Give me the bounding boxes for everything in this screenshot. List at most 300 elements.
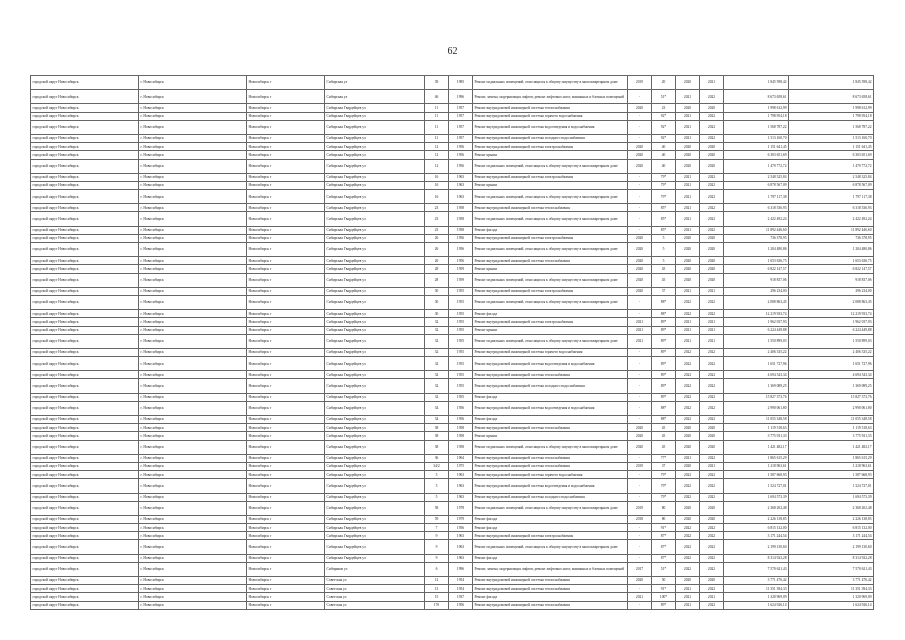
cell-cost-total: 1 204 480,86 [789,243,874,257]
cell-end-year: 2022 [700,471,724,479]
cell-survey-year: 2019 [628,462,652,470]
cell-start-year: 2022 [676,493,700,501]
cell-city: Новосибирск г [247,585,325,593]
table-row [31,112,874,120]
table-row [31,601,874,609]
cell-start-year: 2020 [676,159,700,173]
cell-cost: 296 234,00 [724,287,789,295]
cell-end-year: 2020 [700,159,724,173]
cell-okrug: городской округ Новосибирск [31,524,139,532]
cell-work-type: Ремонт подвальных помещений, относящихся к общему имуществу в многоквартирном доме [473,540,628,554]
cell-street: Сибирская Гвардейцев ул [325,471,425,479]
cell-cost: 1 421 482,17 [724,440,789,454]
cell-city: Новосибирск г [247,524,325,532]
cell-start-year: 2020 [676,577,700,585]
cell-build-year: 1955 [449,348,473,356]
cell-house: 26 [425,257,449,265]
cell-cost-total: 6 878 567,09 [789,181,874,189]
cell-house: 12 [425,151,449,159]
cell-street: Сибирская Гвардейцев ул [325,212,425,226]
cell-build-year: 1956 [449,524,473,532]
cell-street: Сибиряков ул [325,562,425,576]
cell-house: 30 [425,310,449,318]
cell-settlement: г. Новосибирск [139,173,247,181]
cell-okrug: городской округ Новосибирск [31,471,139,479]
cell-cost: 8 314 922,28 [724,554,789,562]
table-row [31,295,874,309]
cell-street: Сибирская Гвардейцев ул [325,151,425,159]
cell-work-type: Ремонт внутридомовой инженерной системы холодного водоснабжения [473,134,628,142]
cell-work-type: Ремонт фасада [473,393,628,401]
cell-okrug: городской округ Новосибирск [31,265,139,273]
cell-street: Советская ул [325,577,425,585]
cell-wear: 5 [652,257,676,265]
cell-survey-year: 2017 [628,562,652,576]
cell-build-year: 1958 [449,226,473,234]
cell-house: 32 [425,379,449,393]
cell-city: Новосибирск г [247,90,325,104]
cell-build-year: 1958 [449,432,473,440]
cell-start-year: 2020 [676,440,700,454]
cell-cost: 6 318 536,93 [724,204,789,212]
cell-street: Сибирская Гвардейцев ул [325,181,425,189]
cell-settlement: г. Новосибирск [139,234,247,242]
cell-start-year: 2021 [676,181,700,189]
cell-okrug: городской округ Новосибирск [31,134,139,142]
cell-work-type: Ремонт подвальных помещений, относящихся к общему имуществу в многоквартирном доме [473,440,628,454]
cell-cost-total: 6 303 651,69 [789,151,874,159]
cell-work-type: Ремонт внутридомовой инженерной системы холодного водоснабжения [473,379,628,393]
cell-okrug: городской округ Новосибирск [31,357,139,371]
cell-start-year: 2021 [676,190,700,204]
cell-street: Сибирская ул [325,76,425,90]
cell-cost-total: 1 962 037,93 [789,318,874,326]
cell-city: Новосибирск г [247,416,325,424]
cell-survey-year: 2019 [628,76,652,90]
cell-house: 5 [425,479,449,493]
cell-settlement: г. Новосибирск [139,76,247,90]
cell-okrug: городской округ Новосибирск [31,112,139,120]
cell-wear: 79* [652,479,676,493]
cell-cost: 1 218 963,61 [724,462,789,470]
cell-settlement: г. Новосибирск [139,532,247,540]
cell-survey-year: - [628,471,652,479]
cell-street: Сибирская Гвардейцев ул [325,424,425,432]
cell-build-year: 1955 [449,295,473,309]
cell-build-year: 1963 [449,493,473,501]
cell-wear: 89* [652,393,676,401]
cell-cost-total: 1 998 612,99 [789,104,874,112]
cell-wear: 87* [652,540,676,554]
cell-wear: 89* [652,601,676,609]
cell-okrug: городской округ Новосибирск [31,334,139,348]
table-row [31,76,874,90]
table-row [31,234,874,242]
cell-end-year: 2022 [700,401,724,415]
cell-cost: 1 151 641,45 [724,143,789,151]
cell-end-year: 2020 [700,273,724,287]
cell-wear: 88* [652,401,676,415]
cell-cost: 1 320 969,09 [724,593,789,601]
cell-house: 32 [425,357,449,371]
cell-cost-total: 6 318 536,93 [789,204,874,212]
cell-survey-year: 2020 [628,104,652,112]
cell-end-year: 2022 [700,212,724,226]
cell-city: Новосибирск г [247,112,325,120]
cell-cost-total: 2 226 138,85 [789,515,874,523]
cell-settlement: г. Новосибирск [139,326,247,334]
cell-street: Сибирская Гвардейцев ул [325,257,425,265]
cell-end-year: 2022 [700,90,724,104]
cell-street: Сибирская Гвардейцев ул [325,432,425,440]
cell-cost: 1 568 787,22 [724,120,789,134]
cell-work-type: Ремонт внутридомовой инженерной системы электроснабжения [473,318,628,326]
cell-start-year: 2020 [676,265,700,273]
cell-wear: 85* [652,204,676,212]
cell-okrug: городской округ Новосибирск [31,393,139,401]
cell-city: Новосибирск г [247,348,325,356]
cell-street: Сибирская Гвардейцев ул [325,454,425,462]
cell-house: 32 [425,348,449,356]
cell-start-year: 2020 [676,501,700,515]
cell-street: Сибирская Гвардейцев ул [325,357,425,371]
cell-cost: 2 406 335,22 [724,348,789,356]
cell-wear: 100* [652,593,676,601]
cell-okrug: городской округ Новосибирск [31,562,139,576]
cell-work-type: Ремонт подвальных помещений, относящихся к общему имуществу в многоквартирном доме [473,212,628,226]
cell-start-year: 2022 [676,554,700,562]
cell-survey-year: - [628,585,652,593]
cell-start-year: 2021 [676,90,700,104]
cell-house: 12 [425,159,449,173]
cell-start-year: 2021 [676,212,700,226]
cell-survey-year: - [628,226,652,234]
table-row [31,501,874,515]
cell-cost-total: 3 171 244,54 [789,532,874,540]
cell-wear: 88* [652,295,676,309]
cell-settlement: г. Новосибирск [139,379,247,393]
cell-cost-total: 1 798 954,18 [789,112,874,120]
cell-work-type: Ремонт внутридомовой инженерной системы теплоснабжения [473,585,628,593]
cell-street: Сибирская Гвардейцев ул [325,134,425,142]
page-number: 62 [447,46,458,57]
cell-work-type: Ремонт подвальных помещений, относящихся к общему имуществу в многоквартирном доме [473,190,628,204]
cell-cost: 11 055 348,58 [724,416,789,424]
cell-end-year: 2021 [700,334,724,348]
cell-cost-total: 11 055 348,58 [789,416,874,424]
cell-cost-total: 2 990 061,80 [789,401,874,415]
cell-cost: 1 587 668,93 [724,471,789,479]
cell-house: 32 [425,318,449,326]
cell-house: 16 [425,190,449,204]
cell-cost-total: 3 775 931,33 [789,432,874,440]
cell-wear: 85* [652,212,676,226]
cell-street: Сибирская Гвардейцев ул [325,334,425,348]
cell-end-year: 2022 [700,493,724,501]
cell-house: 15 [425,593,449,601]
cell-cost-total: 6 815 132,00 [789,524,874,532]
cell-work-type: Ремонт внутридомовой инженерной системы электроснабжения [473,234,628,242]
cell-settlement: г. Новосибирск [139,310,247,318]
table-row [31,532,874,540]
cell-house: 12 [425,143,449,151]
table-row [31,310,874,318]
table-row [31,577,874,585]
cell-build-year: 1978 [449,501,473,515]
cell-survey-year: - [628,120,652,134]
cell-city: Новосибирск г [247,454,325,462]
cell-city: Новосибирск г [247,151,325,159]
cell-work-type: Ремонт фасада [473,416,628,424]
table-row [31,416,874,424]
cell-start-year: 2021 [676,173,700,181]
cell-street: Сибирская Гвардейцев ул [325,393,425,401]
cell-okrug: городской округ Новосибирск [31,348,139,356]
cell-street: Сибирская Гвардейцев ул [325,462,425,470]
cell-settlement: г. Новосибирск [139,454,247,462]
cell-street: Сибирская Гвардейцев ул [325,159,425,173]
cell-cost-total: 1 797 117,38 [789,190,874,204]
cell-survey-year: - [628,601,652,609]
cell-street: Сибирская Гвардейцев ул [325,310,425,318]
cell-house: 16 [425,173,449,181]
cell-city: Новосибирск г [247,577,325,585]
cell-city: Новосибирск г [247,462,325,470]
cell-house: 59 [425,515,449,523]
cell-house: 23 [425,212,449,226]
cell-cost: 15 827 373,76 [724,393,789,401]
cell-end-year: 2022 [700,204,724,212]
cell-start-year: 2020 [676,273,700,287]
cell-wear: 89* [652,334,676,348]
cell-cost-total: 1 524 727,01 [789,479,874,493]
cell-cost-total: 1 421 482,17 [789,440,874,454]
cell-build-year: 1956 [449,601,473,609]
table-row [31,257,874,265]
cell-start-year: 2022 [676,379,700,393]
cell-start-year: 2022 [676,371,700,379]
cell-street: Сибирская Гвардейцев ул [325,524,425,532]
table-row [31,104,874,112]
cell-okrug: городской округ Новосибирск [31,243,139,257]
cell-survey-year: 2020 [628,577,652,585]
cell-survey-year: 2020 [628,159,652,173]
cell-house: 34 [425,401,449,415]
cell-start-year: 2022 [676,524,700,532]
cell-city: Новосибирск г [247,257,325,265]
cell-cost-total: 1 151 641,45 [789,143,874,151]
cell-survey-year: - [628,416,652,424]
cell-build-year: 1963 [449,471,473,479]
cell-okrug: городской округ Новосибирск [31,76,139,90]
cell-work-type: Ремонт фасада [473,554,628,562]
cell-settlement: г. Новосибирск [139,334,247,348]
cell-house: 58 [425,501,449,515]
cell-settlement: г. Новосибирск [139,554,247,562]
cell-work-type: Ремонт фасада [473,593,628,601]
cell-okrug: городской округ Новосибирск [31,454,139,462]
table-row [31,432,874,440]
cell-house: 11 [425,112,449,120]
cell-start-year: 2022 [676,393,700,401]
cell-house: 23 [425,226,449,234]
cell-end-year: 2021 [700,287,724,295]
cell-okrug: городской округ Новосибирск [31,173,139,181]
cell-cost-total: 1 119 518,63 [789,424,874,432]
cell-end-year: 2021 [700,318,724,326]
cell-work-type: Ремонт фасада [473,515,628,523]
cell-start-year: 2022 [676,562,700,576]
cell-cost: 1 524 727,01 [724,479,789,493]
cell-survey-year: - [628,112,652,120]
cell-work-type: Ремонт внутридомовой инженерной системы горячего водоснабжения [473,348,628,356]
cell-work-type: Ремонт фасада [473,524,628,532]
cell-okrug: городской округ Новосибирск [31,310,139,318]
cell-work-type: Ремонт внутридомовой инженерной системы теплоснабжения [473,577,628,585]
cell-build-year: 1956 [449,151,473,159]
cell-settlement: г. Новосибирск [139,524,247,532]
cell-work-type: Ремонт внутридомовой инженерной системы холодного водоснабжения [473,493,628,501]
cell-cost-total: 2 422 492,24 [789,212,874,226]
cell-build-year: 1957 [449,104,473,112]
cell-house: 5 [425,493,449,501]
cell-settlement: г. Новосибирск [139,243,247,257]
cell-survey-year: 2020 [628,424,652,432]
cell-survey-year: 2020 [628,143,652,151]
cell-start-year: 2020 [676,515,700,523]
cell-house: 38 [425,432,449,440]
cell-house: 46 [425,90,449,104]
cell-end-year: 2022 [700,371,724,379]
cell-end-year: 2020 [700,424,724,432]
cell-cost: 8 673 658,61 [724,90,789,104]
cell-cost-total: 2 199 130,60 [789,540,874,554]
cell-settlement: г. Новосибирск [139,143,247,151]
cell-build-year: 1957 [449,134,473,142]
cell-cost-total: 1 218 963,61 [789,462,874,470]
cell-okrug: городской округ Новосибирск [31,462,139,470]
cell-survey-year: - [628,524,652,532]
cell-street: Сибирская Гвардейцев ул [325,326,425,334]
cell-build-year: 1956 [449,257,473,265]
cell-end-year: 2020 [700,104,724,112]
cell-survey-year: - [628,371,652,379]
cell-cost-total: 1 651 727,96 [789,357,874,371]
cell-build-year: 1996 [449,90,473,104]
cell-end-year: 2020 [700,257,724,265]
cell-end-year: 2022 [700,134,724,142]
cell-street: Сибирская Гвардейцев ул [325,234,425,242]
cell-build-year: 1954 [449,577,473,585]
cell-cost-total: 2 088 863,45 [789,295,874,309]
cell-city: Новосибирск г [247,295,325,309]
cell-build-year: 1955 [449,379,473,393]
cell-work-type: Ремонт внутридомовой инженерной системы теплоснабжения [473,454,628,462]
cell-okrug: городской округ Новосибирск [31,190,139,204]
cell-settlement: г. Новосибирск [139,501,247,515]
cell-settlement: г. Новосибирск [139,479,247,493]
cell-wear: 89* [652,371,676,379]
table-row [31,540,874,554]
cell-house: 28 [425,265,449,273]
cell-city: Новосибирск г [247,479,325,493]
cell-survey-year: - [628,134,652,142]
cell-work-type: Ремонт внутридомовой инженерной системы водоотведения и водоснабжения [473,401,628,415]
cell-work-type: Ремонт внутридомовой инженерной системы водоотведения и водоснабжения [473,357,628,371]
cell-survey-year: - [628,212,652,226]
cell-okrug: городской округ Новосибирск [31,585,139,593]
cell-cost-total: 2 368 202,48 [789,501,874,515]
cell-start-year: 2022 [676,401,700,415]
cell-okrug: городской округ Новосибирск [31,90,139,104]
cell-wear: 45 [652,440,676,454]
table-row [31,90,874,104]
cell-house: 5 [425,471,449,479]
cell-okrug: городской округ Новосибирск [31,226,139,234]
cell-work-type: Ремонт внутридомовой инженерной системы теплоснабжения [473,371,628,379]
cell-start-year: 2021 [676,112,700,120]
cell-build-year: 1955 [449,371,473,379]
cell-survey-year: 2020 [628,287,652,295]
cell-house: 11 [425,120,449,134]
cell-build-year: 1958 [449,440,473,454]
cell-survey-year: 2021 [628,334,652,348]
cell-wear: 89* [652,318,676,326]
cell-house: 30 [425,287,449,295]
cell-survey-year: 2020 [628,257,652,265]
cell-street: Сибирская Гвардейцев ул [325,318,425,326]
cell-build-year: 1963 [449,540,473,554]
cell-build-year: 1975 [449,462,473,470]
cell-cost: 1 798 954,18 [724,112,789,120]
cell-end-year: 2020 [700,440,724,454]
cell-city: Новосибирск г [247,440,325,454]
cell-okrug: городской округ Новосибирск [31,593,139,601]
cell-build-year: 1979 [449,515,473,523]
cell-start-year: 2021 [676,134,700,142]
cell-wear: 91* [652,585,676,593]
table-row [31,326,874,334]
table-row [31,151,874,159]
cell-end-year: 2020 [700,234,724,242]
cell-cost: 3 771 476,42 [724,577,789,585]
cell-end-year: 2022 [700,181,724,189]
cell-cost-total: 15 827 373,76 [789,393,874,401]
cell-cost-total: 7 570 621,43 [789,562,874,576]
cell-okrug: городской округ Новосибирск [31,318,139,326]
table-row [31,454,874,462]
table-row [31,334,874,348]
cell-settlement: г. Новосибирск [139,577,247,585]
cell-house: 6 [425,562,449,576]
cell-cost-total: 6 822 147,57 [789,265,874,273]
cell-work-type: Ремонт фасада [473,226,628,234]
cell-start-year: 2021 [676,454,700,462]
cell-wear: 37 [652,287,676,295]
cell-settlement: г. Новосибирск [139,257,247,265]
cell-cost: 3 775 931,33 [724,432,789,440]
cell-settlement: г. Новосибирск [139,432,247,440]
cell-settlement: г. Новосибирск [139,190,247,204]
cell-cost-total: 1 587 668,93 [789,471,874,479]
cell-survey-year: 2020 [628,243,652,257]
cell-end-year: 2022 [700,348,724,356]
cell-okrug: городской округ Новосибирск [31,120,139,134]
cell-house: 34/2 [425,462,449,470]
cell-survey-year: - [628,295,652,309]
cell-survey-year: - [628,357,652,371]
cell-okrug: городской округ Новосибирск [31,554,139,562]
